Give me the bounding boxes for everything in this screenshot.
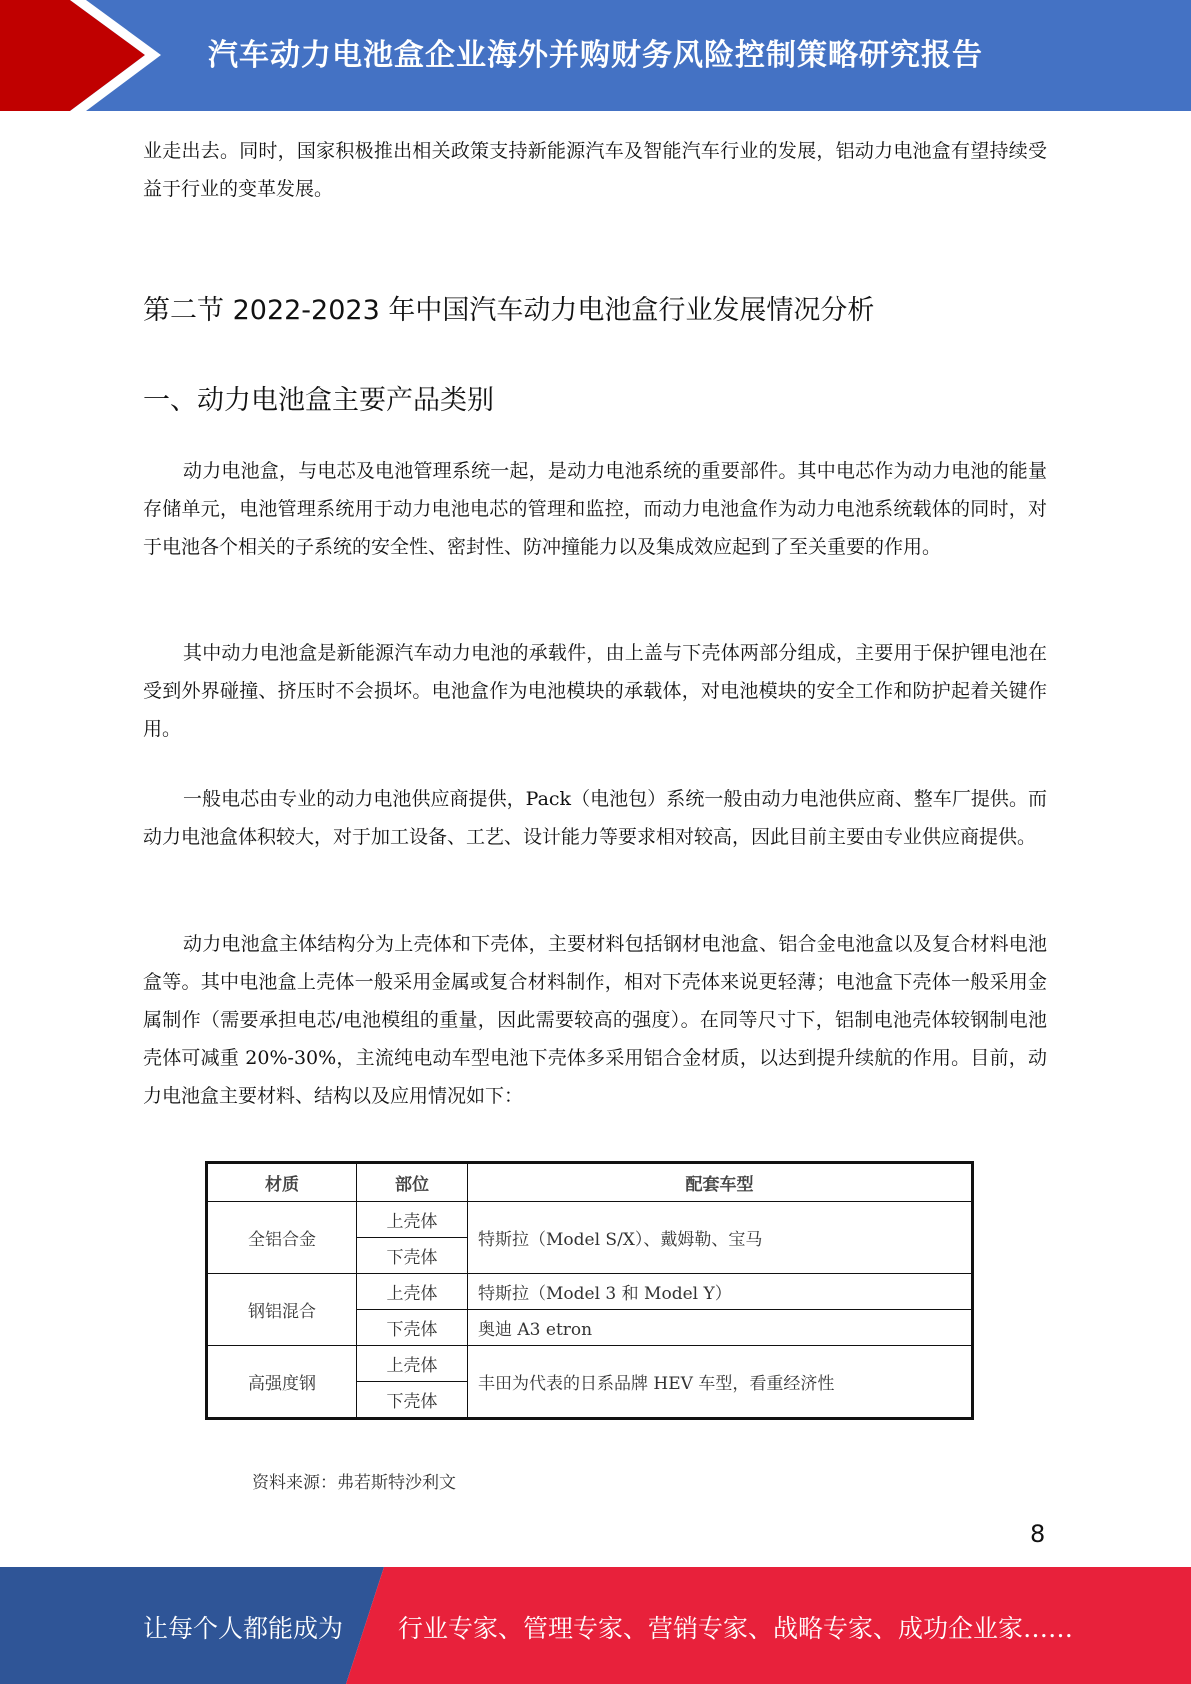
body-paragraph: 动力电池盒，与电芯及电池管理系统一起，是动力电池系统的重要部件。其中电芯作为动力电池的能量存储单元，电池管理系统用于动力电池电芯的管理和监控，而动力电池盒作为动力电池系统载体的同时，对于电池各个相关的子系统的安全性、密封性、防冲撞能力以及集成效应起到了至关重要的作用。 (143, 460, 1047, 558)
body-paragraph: 动力电池盒主体结构分为上壳体和下壳体，主要材料包括钢材电池盒、铝合金电池盒以及复合材料电池盒等。其中电池盒上壳体一般采用金属或复合材料制作，相对下壳体来说更轻薄；电池盒下壳体一般采用金属制作（需要承担电芯/电池模组的重量，因此需要较高的强度）。在同等尺寸下，铝制电池壳体较钢制电池壳体可减重 20%-30%，主流纯电动车型电池下壳体多采用铝合金材质，以达到提升续航的作用。目前，动力电池盒主要材料、结构以及应用情况如下： (143, 933, 1047, 1107)
part-cell: 下壳体 (357, 1310, 468, 1346)
footer-slogan-left: 让每个人都能成为 (143, 1614, 344, 1643)
body-paragraph-2-block (143, 634, 1047, 748)
table-header-cell: 配套车型 (468, 1163, 973, 1202)
body-paragraph-1-block (143, 452, 1047, 566)
part-cell: 上壳体 (357, 1274, 468, 1310)
section-heading: 第二节 2022-2023 年中国汽车动力电池盒行业发展情况分析 (143, 295, 875, 326)
models-cell: 奥迪 A3 etron (468, 1310, 973, 1346)
body-paragraph: 其中动力电池盒是新能源汽车动力电池的承载件，由上盖与下壳体两部分组成，主要用于保护锂电池在受到外界碰撞、挤压时不会损坏。电池盒作为电池模块的承载体，对电池模块的安全工作和防护起着关键作用。 (143, 642, 1047, 740)
material-cell: 钢铝混合 (207, 1274, 357, 1346)
table-source-note: 资料来源：弗若斯特沙利文 (252, 1473, 456, 1493)
body-paragraph-3-block (143, 780, 1047, 856)
part-cell: 上壳体 (357, 1202, 468, 1238)
intro-block (143, 132, 1047, 208)
models-cell: 特斯拉（Model 3 和 Model Y） (468, 1274, 973, 1310)
subsection-heading: 一、动力电池盒主要产品类别 (143, 385, 494, 416)
material-cell: 全铝合金 (207, 1202, 357, 1274)
materials-table-wrapper (205, 1161, 974, 1420)
models-cell: 特斯拉（Model S/X）、戴姆勒、宝马 (468, 1202, 973, 1274)
footer-slogan-right: 行业专家、管理专家、营销专家、战略专家、成功企业家…… (398, 1614, 1074, 1643)
part-cell: 下壳体 (357, 1382, 468, 1419)
table-row (207, 1346, 973, 1382)
part-cell: 上壳体 (357, 1346, 468, 1382)
body-paragraph-4-block (143, 925, 1047, 1115)
table-header-row (207, 1163, 973, 1202)
table-row (207, 1202, 973, 1238)
intro-paragraph: 业走出去。同时，国家积极推出相关政策支持新能源汽车及智能汽车行业的发展，铝动力电池盒有望持续受益于行业的变革发展。 (143, 140, 1047, 200)
report-title: 汽车动力电池盒企业海外并购财务风险控制策略研究报告 (208, 38, 983, 73)
table-header-cell: 部位 (357, 1163, 468, 1202)
table-row (207, 1274, 973, 1310)
part-cell: 下壳体 (357, 1238, 468, 1274)
table-header-cell: 材质 (207, 1163, 357, 1202)
material-cell: 高强度钢 (207, 1346, 357, 1419)
page-number: 8 (1030, 1520, 1046, 1548)
body-paragraph: 一般电芯由专业的动力电池供应商提供，Pack（电池包）系统一般由动力电池供应商、整车厂提供。而动力电池盒体积较大，对于加工设备、工艺、设计能力等要求相对较高，因此目前主要由专业供应商提供。 (143, 788, 1047, 848)
models-cell: 丰田为代表的日系品牌 HEV 车型，看重经济性 (468, 1346, 973, 1419)
page-footer (0, 1567, 1191, 1684)
materials-table (205, 1161, 974, 1420)
page-header (0, 0, 1191, 111)
